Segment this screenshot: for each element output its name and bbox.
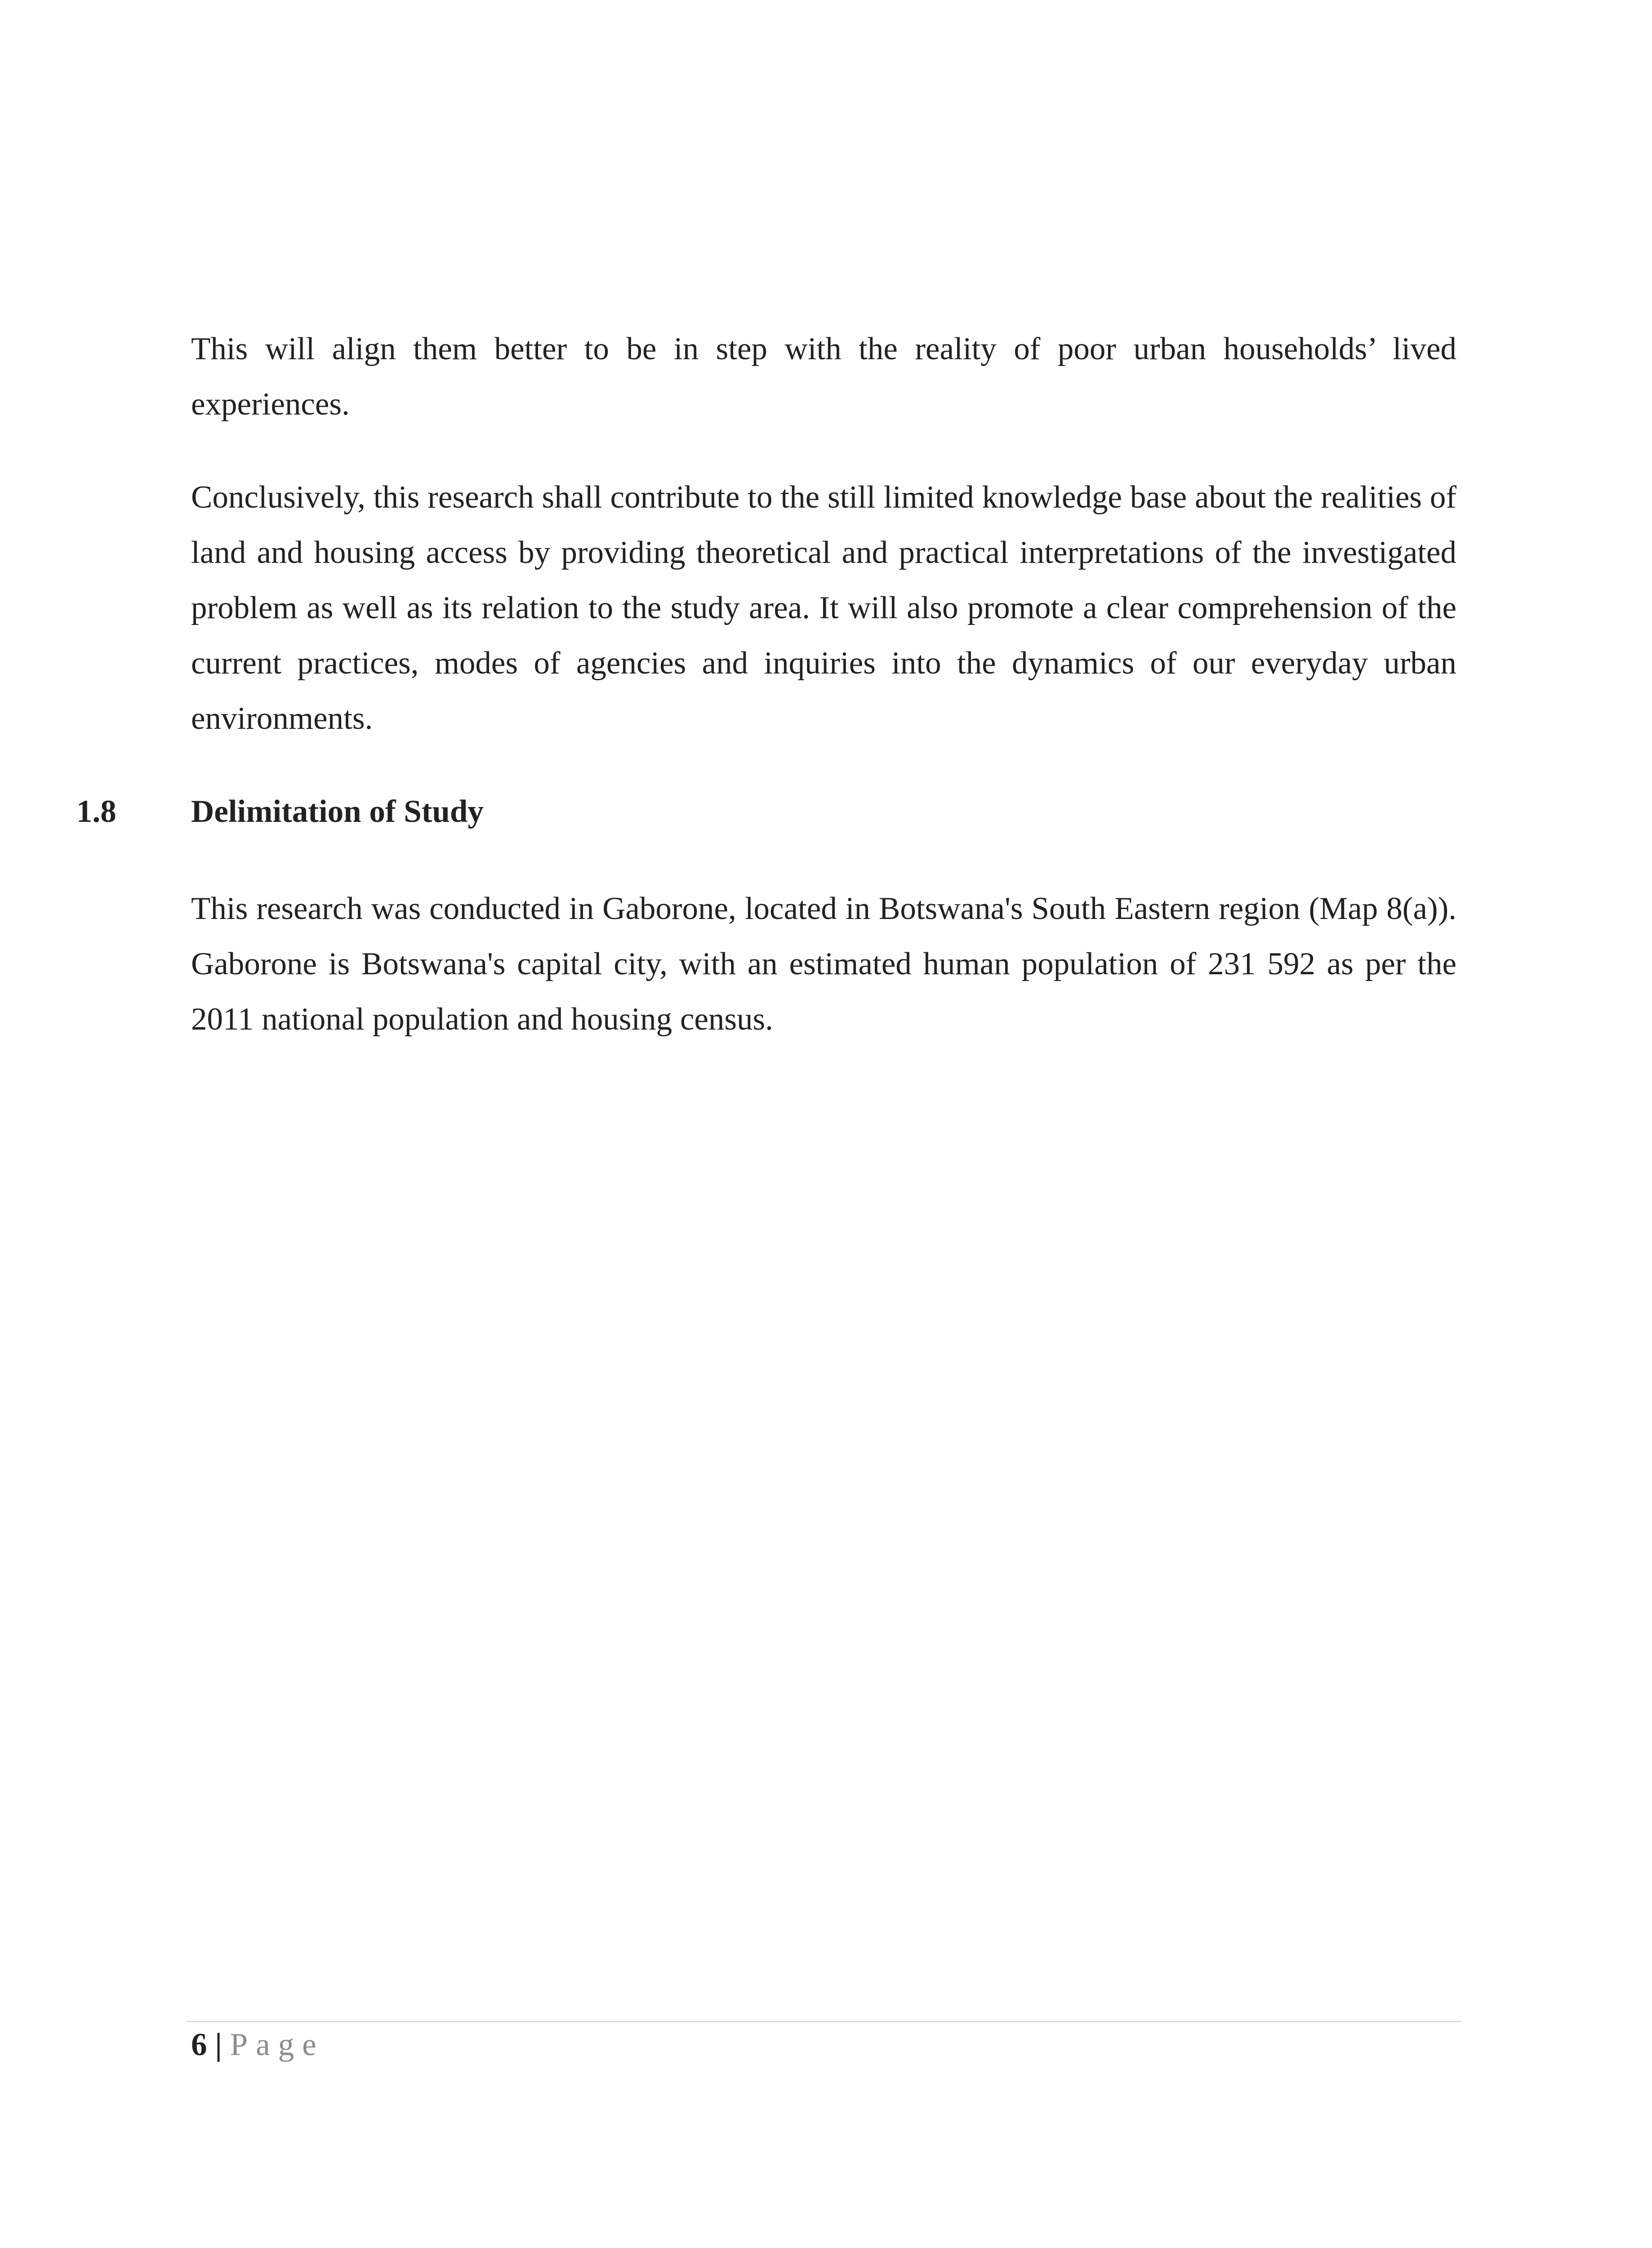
section-title: Delimitation of Study [191,794,484,829]
section-heading [76,789,484,834]
footer-separator: | [215,2027,222,2062]
page-footer [191,2022,325,2067]
body-paragraph: This research was conducted in Gaborone, located in Botswana's South Eastern region (Map 8(a)). Gaborone is Botswana's capital city, with an estimated human population of 231 592 as per the 2011 national population and housing census. [191,891,1456,1037]
section-number: 1.8 [76,794,116,829]
body-paragraph: Conclusively, this research shall contribute to the still limited knowledge base about the realities of land and housing access by providing theoretical and practical interpretations of the investigated problem as well as its relation to the study area. It will also promote a clear comprehension of the current practices, modes of agencies and inquiries into the dynamics of our everyday urban environments. [191,480,1456,736]
page-number: 6 [191,2027,207,2062]
footer-divider [187,2021,1461,2022]
body-paragraph: This will align them better to be in step with the reality of poor urban households’ lived experiences. [191,331,1456,422]
page-label: Page [230,2027,325,2062]
